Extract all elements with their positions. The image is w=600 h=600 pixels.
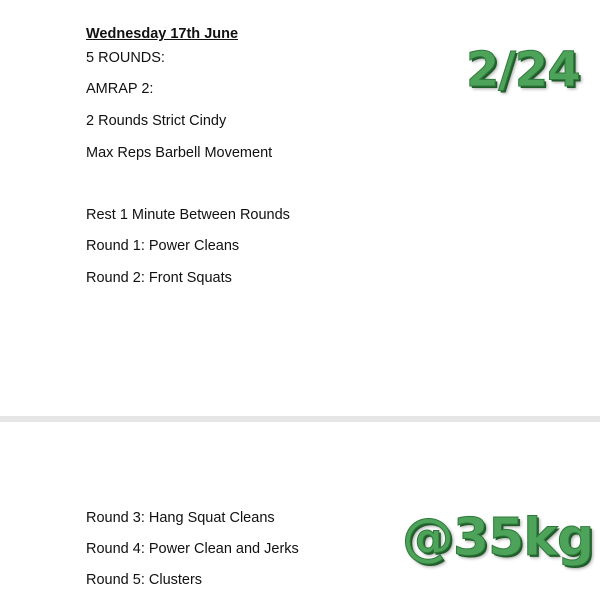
- workout-line-round-4: Round 4: Power Clean and Jerks: [86, 541, 299, 557]
- workout-line-rounds: 5 ROUNDS:: [86, 50, 165, 66]
- workout-line-round-1: Round 1: Power Cleans: [86, 238, 240, 254]
- workout-line-round-5: Round 5: Clusters: [86, 572, 203, 588]
- workout-line-amrap: AMRAP 2:: [86, 81, 154, 97]
- workout-line-round-2: Round 2: Front Squats: [86, 270, 232, 286]
- workout-counter-badge: 2/24: [466, 42, 580, 98]
- workout-line-cindy: 2 Rounds Strict Cindy: [86, 113, 227, 129]
- weight-badge: @35kg: [402, 508, 594, 568]
- workout-line-rest: Rest 1 Minute Between Rounds: [86, 207, 290, 223]
- date-heading: Wednesday 17th June: [86, 26, 239, 42]
- workout-line-round-3: Round 3: Hang Squat Cleans: [86, 510, 275, 526]
- workout-line-max-reps: Max Reps Barbell Movement: [86, 145, 273, 161]
